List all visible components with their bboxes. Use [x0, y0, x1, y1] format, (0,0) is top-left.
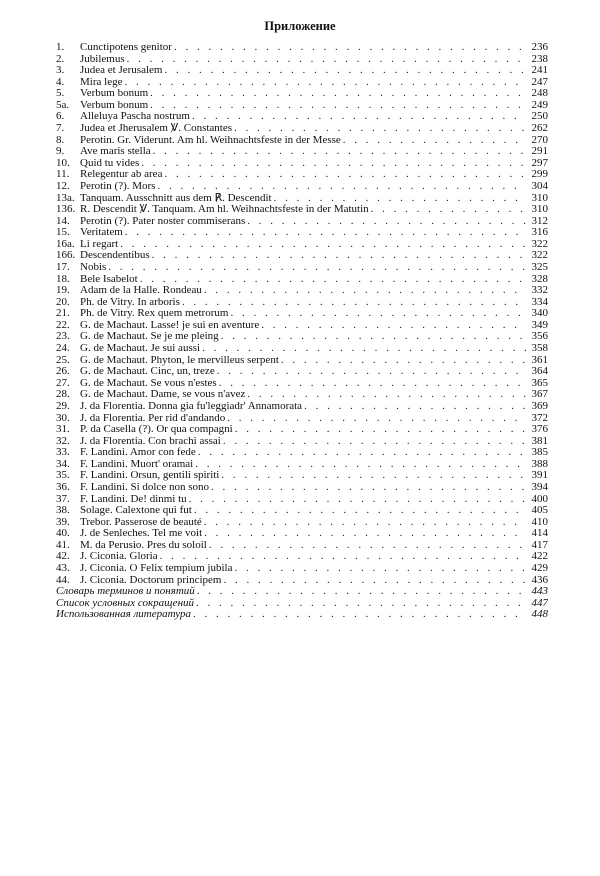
toc-entry — [56, 331, 548, 343]
entry-page-number: 356 — [531, 331, 548, 343]
dot-leader — [152, 250, 526, 262]
toc-entry — [56, 216, 548, 228]
toc-entry — [56, 366, 548, 378]
dot-leader — [194, 505, 526, 517]
appendix-title: Использованная литература — [56, 609, 192, 621]
appendix-page-number: 448 — [531, 609, 548, 621]
entry-page-number: 248 — [531, 88, 548, 100]
entry-number: 19. — [56, 285, 70, 297]
toc-entry — [56, 401, 548, 413]
toc-entry — [56, 123, 548, 135]
entry-number: 35. — [56, 470, 70, 482]
entry-number: 7. — [56, 123, 65, 135]
entry-page-number: 349 — [531, 319, 548, 331]
entry-title: G. de Machaut. Se je me pleing — [80, 331, 219, 343]
entry-number: 5. — [56, 88, 65, 100]
entry-number: 17. — [56, 261, 70, 273]
entry-number: 38. — [56, 505, 70, 517]
toc-appendix-entry — [56, 586, 548, 598]
toc-entry — [56, 343, 548, 355]
entry-title: Solage. Calextone qui fut — [80, 505, 192, 517]
dot-leader — [195, 459, 526, 471]
dot-leader — [235, 424, 526, 436]
entry-number: 20. — [56, 296, 70, 308]
dot-leader — [120, 239, 526, 251]
toc-entry — [56, 459, 548, 471]
entry-title: Mira lege — [80, 76, 123, 88]
entry-title: G. de Machaut. Dame, se vous n'avez — [80, 389, 246, 401]
toc-entry — [56, 181, 548, 193]
entry-page-number: 394 — [531, 481, 548, 493]
toc-entry — [56, 262, 548, 274]
dot-leader — [150, 100, 526, 112]
entry-number: 39. — [56, 516, 70, 528]
entry-number: 29. — [56, 400, 70, 412]
toc-entry — [56, 447, 548, 459]
entry-number: 23. — [56, 331, 70, 343]
dot-leader — [274, 193, 526, 205]
entry-page-number: 262 — [531, 123, 548, 135]
entry-page-number: 340 — [531, 308, 548, 320]
dot-leader — [247, 389, 526, 401]
toc-entry — [56, 77, 548, 89]
dot-leader — [164, 65, 526, 77]
dot-leader — [211, 482, 526, 494]
entry-number: 11. — [56, 169, 70, 181]
entry-title: J. Ciconia. Gloria — [80, 551, 158, 563]
entry-page-number: 332 — [531, 285, 548, 297]
toc-entry — [56, 355, 548, 367]
entry-number: 33. — [56, 447, 70, 459]
toc-entry — [56, 494, 548, 506]
appendix-page-number: 443 — [531, 586, 548, 598]
entry-title: Perotin. Gr. Viderunt. Am hl. Weihnachtsfeste in der Messe — [80, 134, 341, 146]
entry-title: Ph. de Vitry. Rex quem metrorum — [80, 308, 229, 320]
entry-page-number: 385 — [531, 447, 548, 459]
dot-leader — [204, 285, 526, 297]
entry-page-number: 429 — [531, 563, 548, 575]
toc-entry — [56, 146, 548, 158]
entry-number: 1. — [56, 42, 65, 53]
entry-title: Tanquam. Ausschnitt aus dem ℟. Descendit — [80, 192, 272, 204]
dot-leader — [140, 274, 526, 286]
toc-entry — [56, 169, 548, 181]
entry-number: 27. — [56, 377, 70, 389]
dot-leader — [141, 158, 526, 170]
entry-title: Nobis — [80, 261, 107, 273]
table-of-contents — [56, 42, 548, 621]
entry-number: 2. — [56, 53, 65, 65]
entry-number: 13a. — [56, 192, 75, 204]
entry-page-number: 247 — [531, 76, 548, 88]
dot-leader — [192, 111, 526, 123]
entry-page-number: 367 — [531, 389, 548, 401]
toc-entry — [56, 135, 548, 147]
entry-number: 32. — [56, 435, 70, 447]
toc-appendix-entry — [56, 598, 548, 610]
dot-leader — [202, 343, 526, 355]
entry-title: M. da Perusio. Pres du soloil — [80, 539, 207, 551]
entry-page-number: 405 — [531, 505, 548, 517]
dot-leader — [221, 470, 526, 482]
entry-number: 8. — [56, 134, 65, 146]
toc-entry — [56, 540, 548, 552]
entry-title: Ave maris stella — [80, 146, 151, 158]
entry-title: Descendentibus — [80, 250, 150, 262]
entry-page-number: 369 — [531, 400, 548, 412]
dot-leader — [127, 54, 526, 66]
toc-entry — [56, 528, 548, 540]
toc-entry — [56, 274, 548, 286]
dot-leader — [261, 320, 526, 332]
entry-title: Perotin (?). Mors — [80, 180, 156, 192]
dot-leader — [197, 586, 526, 598]
entry-page-number: 312 — [531, 215, 548, 227]
entry-page-number: 270 — [531, 134, 548, 146]
entry-number: 43. — [56, 563, 70, 575]
dot-leader — [124, 77, 526, 89]
entry-title: Perotin (?). Pater noster commiserans — [80, 215, 246, 227]
entry-page-number: 238 — [531, 53, 548, 65]
entry-page-number: 436 — [531, 574, 548, 586]
toc-entry — [56, 111, 548, 123]
dot-leader — [160, 551, 526, 563]
entry-title: Alleluya Pascha nostrum — [80, 111, 190, 123]
toc-entry — [56, 88, 548, 100]
entry-page-number: 365 — [531, 377, 548, 389]
dot-leader — [174, 42, 526, 54]
entry-title: J. Ciconia. O Felix tempium jubila — [80, 563, 233, 575]
entry-number: 31. — [56, 424, 70, 436]
entry-page-number: 310 — [531, 204, 548, 216]
dot-leader — [125, 227, 526, 239]
entry-page-number: 325 — [531, 261, 548, 273]
dot-leader — [234, 563, 526, 575]
entry-page-number: 414 — [531, 528, 548, 540]
entry-page-number: 304 — [531, 180, 548, 192]
toc-entry — [56, 42, 548, 54]
entry-title: F. Landini. Orsun, gentili spiriti — [80, 470, 220, 482]
entry-page-number: 297 — [531, 157, 548, 169]
dot-leader — [247, 216, 526, 228]
entry-title: G. de Machaut. Phyton, le mervilleus serpent — [80, 354, 279, 366]
entry-title: J. de Senleches. Tel me voit — [80, 528, 203, 540]
entry-page-number: 410 — [531, 516, 548, 528]
entry-number: 21. — [56, 308, 70, 320]
entry-title: J. da Florentia. Donna gia fu'leggiadr' Annamorata — [80, 400, 303, 412]
entry-number: 6. — [56, 111, 65, 123]
entry-title: Judea et Jerusalem — [80, 65, 163, 77]
entry-title: Ph. de Vitry. In arboris — [80, 296, 180, 308]
toc-entry — [56, 470, 548, 482]
toc-entry — [56, 378, 548, 390]
entry-title: Quid tu vides — [80, 157, 140, 169]
entry-title: F. Landini. De! dinmi tu — [80, 493, 187, 505]
entry-title: Jubilemus — [80, 53, 125, 65]
entry-number: 42. — [56, 551, 70, 563]
entry-page-number: 322 — [531, 238, 548, 250]
entry-title: G. de Machaut. Se vous n'estes — [80, 377, 217, 389]
dot-leader — [153, 146, 526, 158]
toc-entry — [56, 227, 548, 239]
toc-entry — [56, 551, 548, 563]
entry-number: 34. — [56, 458, 70, 470]
dot-leader — [281, 355, 526, 367]
entry-page-number: 391 — [531, 470, 548, 482]
toc-entry — [56, 563, 548, 575]
toc-entry — [56, 250, 548, 262]
entry-page-number: 322 — [531, 250, 548, 262]
dot-leader — [209, 540, 526, 552]
dot-leader — [157, 181, 526, 193]
toc-entry — [56, 204, 548, 216]
entry-page-number: 358 — [531, 343, 548, 355]
dot-leader — [189, 494, 526, 506]
dot-leader — [371, 204, 526, 216]
entry-number: 24. — [56, 343, 70, 355]
appendix-title: Список условных сокращений — [56, 597, 195, 609]
entry-page-number: 422 — [531, 551, 548, 563]
entry-page-number: 316 — [531, 227, 548, 239]
entry-number: 12. — [56, 180, 70, 192]
entry-number: 25. — [56, 354, 70, 366]
entry-title: Verbum bonum — [80, 99, 149, 111]
entry-number: 9. — [56, 146, 65, 158]
entry-page-number: 376 — [531, 424, 548, 436]
entry-number: 41. — [56, 539, 70, 551]
entry-title: F. Landini. Si dolce non sono — [80, 481, 209, 493]
entry-number: 18. — [56, 273, 70, 285]
dot-leader — [150, 88, 526, 100]
dot-leader — [217, 366, 526, 378]
entry-number: 10. — [56, 157, 70, 169]
entry-number: 136. — [56, 204, 76, 216]
entry-title: J. Ciconia. Doctorum principem — [80, 574, 222, 586]
toc-entry — [56, 54, 548, 66]
dot-leader — [221, 331, 526, 343]
entry-title: Veritatem — [80, 227, 123, 239]
entry-title: Cunctipotens genitor — [80, 42, 172, 53]
toc-entry — [56, 482, 548, 494]
entry-page-number: 417 — [531, 539, 548, 551]
entry-title: P. da Casella (?). Or qua compagni — [80, 424, 233, 436]
entry-page-number: 400 — [531, 493, 548, 505]
entry-number: 37. — [56, 493, 70, 505]
entry-number: 36. — [56, 481, 70, 493]
entry-page-number: 310 — [531, 192, 548, 204]
entry-number: 5a. — [56, 99, 70, 111]
toc-entry — [56, 517, 548, 529]
entry-page-number: 388 — [531, 458, 548, 470]
entry-page-number: 372 — [531, 412, 548, 424]
toc-entry — [56, 65, 548, 77]
entry-number: 16a. — [56, 238, 75, 250]
entry-title: Judea et Jherusalem ℣. Constantes — [80, 123, 233, 135]
dot-leader — [343, 135, 526, 147]
entry-title: J. da Florentia. Per rid d'andando — [80, 412, 226, 424]
toc-entry — [56, 320, 548, 332]
entry-page-number: 241 — [531, 65, 548, 77]
entry-title: Verbum bonum — [80, 88, 149, 100]
entry-title: R. Descendit ℣. Tanquam. Am hl. Weihnachtsfeste in der Matutin — [80, 204, 369, 216]
entry-title: G. de Machaut. Lasse! je sui en aventure — [80, 319, 260, 331]
entry-page-number: 328 — [531, 273, 548, 285]
entry-number: 3. — [56, 65, 65, 77]
toc-entry — [56, 239, 548, 251]
appendix-page-number: 447 — [531, 597, 548, 609]
entry-page-number: 364 — [531, 366, 548, 378]
entry-number: 44. — [56, 574, 70, 586]
entry-title: Li regart — [80, 238, 119, 250]
entry-title: G. de Machaut. Cinc, un, treze — [80, 366, 215, 378]
entry-page-number: 291 — [531, 146, 548, 158]
dot-leader — [219, 378, 526, 390]
entry-page-number: 334 — [531, 296, 548, 308]
page-title: Приложение — [264, 19, 336, 33]
entry-page-number: 249 — [531, 99, 548, 111]
entry-title: Trebor. Passerose de beauté — [80, 516, 202, 528]
dot-leader — [223, 575, 526, 587]
dot-leader — [196, 598, 526, 610]
entry-number: 28. — [56, 389, 70, 401]
toc-entry — [56, 308, 548, 320]
entry-title: F. Landini. Amor con fede — [80, 447, 196, 459]
toc-entry — [56, 285, 548, 297]
appendix-title: Словарь терминов и понятий — [56, 586, 195, 598]
dot-leader — [182, 297, 526, 309]
entry-title: J. da Florentia. Con brachi assai — [80, 435, 221, 447]
entry-number: 15. — [56, 227, 70, 239]
entry-page-number: 299 — [531, 169, 548, 181]
toc-entry — [56, 575, 548, 587]
entry-title: Adam de la Halle. Rondeau — [80, 285, 202, 297]
entry-number: 166. — [56, 250, 76, 262]
toc-entry — [56, 158, 548, 170]
toc-entry — [56, 436, 548, 448]
dot-leader — [204, 528, 526, 540]
toc-entry — [56, 424, 548, 436]
entry-number: 40. — [56, 528, 70, 540]
toc-entry — [56, 413, 548, 425]
dot-leader — [230, 308, 526, 320]
toc-entry — [56, 193, 548, 205]
entry-number: 22. — [56, 319, 70, 331]
entry-page-number: 236 — [531, 42, 548, 53]
entry-title: Relegentur ab area — [80, 169, 163, 181]
toc-entry — [56, 297, 548, 309]
dot-leader — [204, 517, 526, 529]
entry-page-number: 361 — [531, 354, 548, 366]
entry-number: 14. — [56, 215, 70, 227]
entry-title: Bele Isabelot — [80, 273, 138, 285]
entry-title: G. de Machaut. Je sui aussi — [80, 343, 201, 355]
entry-number: 26. — [56, 366, 70, 378]
entry-number: 4. — [56, 76, 65, 88]
toc-entry — [56, 389, 548, 401]
toc-appendix-entry — [56, 609, 548, 621]
dot-leader — [193, 609, 526, 621]
dot-leader — [223, 436, 526, 448]
dot-leader — [304, 401, 526, 413]
dot-leader — [234, 123, 526, 135]
entry-page-number: 250 — [531, 111, 548, 123]
dot-leader — [108, 262, 526, 274]
entry-title: F. Landini. Muort' oramai — [80, 458, 194, 470]
toc-entry — [56, 505, 548, 517]
dot-leader — [198, 447, 526, 459]
dot-leader — [227, 413, 526, 425]
entry-page-number: 381 — [531, 435, 548, 447]
entry-number: 30. — [56, 412, 70, 424]
dot-leader — [164, 169, 526, 181]
toc-entry — [56, 100, 548, 112]
